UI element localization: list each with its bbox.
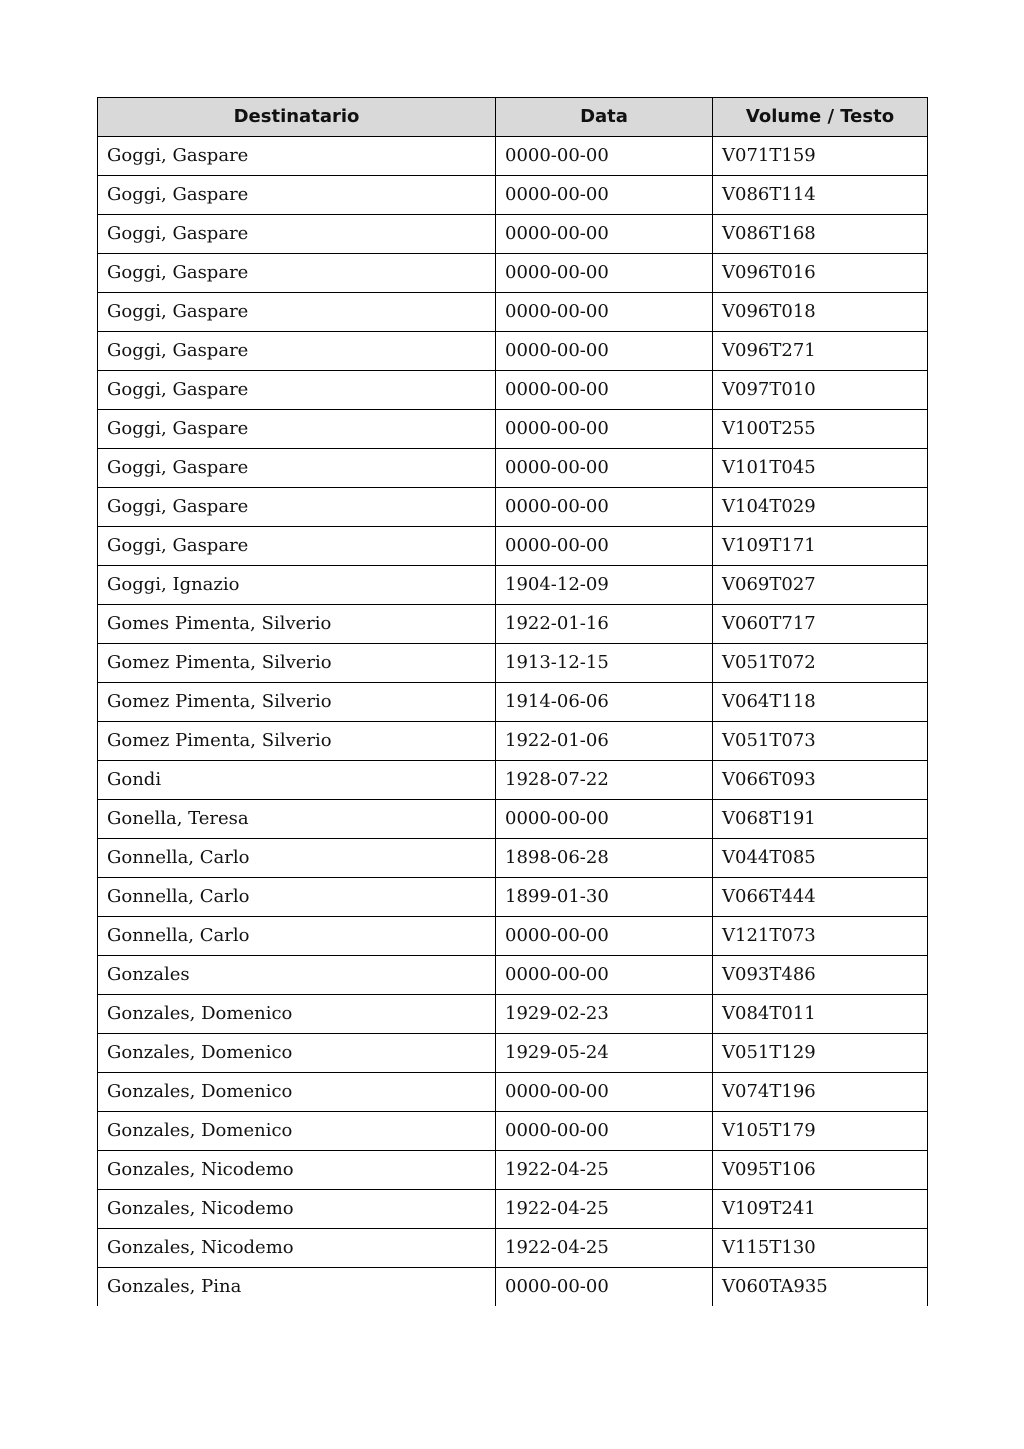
table-row [98,488,928,527]
table-row [98,1190,928,1229]
table-row [98,644,928,683]
cell-data: 0000-00-00 [496,254,713,293]
table-row [98,254,928,293]
cell-volume-testo: V066T444 [713,878,928,917]
cell-volume-testo: V115T130 [713,1229,928,1268]
cell-volume-testo: V096T271 [713,332,928,371]
cell-data: 0000-00-00 [496,800,713,839]
cell-destinatario: Gonnella, Carlo [98,917,496,956]
table-row [98,800,928,839]
cell-data: 1922-04-25 [496,1229,713,1268]
cell-destinatario: Gonzales, Domenico [98,1073,496,1112]
cell-volume-testo: V097T010 [713,371,928,410]
cell-destinatario: Gondi [98,761,496,800]
table-row [98,722,928,761]
cell-data: 1922-04-25 [496,1190,713,1229]
cell-destinatario: Gonzales, Pina [98,1268,496,1307]
cell-destinatario: Goggi, Gaspare [98,137,496,176]
cell-volume-testo: V121T073 [713,917,928,956]
header-volume-testo: Volume / Testo [713,98,928,137]
cell-destinatario: Gonzales, Domenico [98,1034,496,1073]
cell-volume-testo: V060T717 [713,605,928,644]
table-header-row [98,98,928,137]
cell-destinatario: Goggi, Gaspare [98,410,496,449]
cell-volume-testo: V051T073 [713,722,928,761]
cell-destinatario: Gomez Pimenta, Silverio [98,722,496,761]
cell-destinatario: Goggi, Gaspare [98,254,496,293]
cell-volume-testo: V051T072 [713,644,928,683]
cell-destinatario: Goggi, Gaspare [98,449,496,488]
cell-volume-testo: V044T085 [713,839,928,878]
cell-volume-testo: V060TA935 [713,1268,928,1307]
table-row [98,566,928,605]
cell-destinatario: Goggi, Gaspare [98,371,496,410]
cell-volume-testo: V084T011 [713,995,928,1034]
cell-data: 0000-00-00 [496,293,713,332]
table-row [98,605,928,644]
cell-volume-testo: V109T171 [713,527,928,566]
table-row [98,995,928,1034]
cell-volume-testo: V071T159 [713,137,928,176]
table-row [98,761,928,800]
cell-destinatario: Goggi, Gaspare [98,527,496,566]
cell-data: 1898-06-28 [496,839,713,878]
cell-destinatario: Gonzales [98,956,496,995]
cell-destinatario: Goggi, Gaspare [98,332,496,371]
table-row [98,1229,928,1268]
cell-data: 1904-12-09 [496,566,713,605]
table-row [98,956,928,995]
cell-data: 1929-02-23 [496,995,713,1034]
cell-data: 0000-00-00 [496,488,713,527]
cell-destinatario: Goggi, Gaspare [98,176,496,215]
letters-table [97,97,928,1306]
cell-volume-testo: V096T016 [713,254,928,293]
table-row [98,371,928,410]
cell-data: 0000-00-00 [496,215,713,254]
cell-destinatario: Gonnella, Carlo [98,839,496,878]
cell-destinatario: Gonzales, Nicodemo [98,1229,496,1268]
cell-destinatario: Gomez Pimenta, Silverio [98,683,496,722]
table-row [98,137,928,176]
cell-destinatario: Goggi, Gaspare [98,215,496,254]
cell-volume-testo: V096T018 [713,293,928,332]
cell-data: 1899-01-30 [496,878,713,917]
cell-volume-testo: V074T196 [713,1073,928,1112]
cell-volume-testo: V100T255 [713,410,928,449]
cell-destinatario: Gonzales, Domenico [98,995,496,1034]
cell-data: 1922-04-25 [496,1151,713,1190]
cell-data: 0000-00-00 [496,1112,713,1151]
cell-data: 0000-00-00 [496,176,713,215]
cell-destinatario: Gomez Pimenta, Silverio [98,644,496,683]
cell-data: 0000-00-00 [496,1073,713,1112]
cell-volume-testo: V069T027 [713,566,928,605]
table-body [98,137,928,1307]
cell-volume-testo: V104T029 [713,488,928,527]
table-row [98,176,928,215]
cell-volume-testo: V064T118 [713,683,928,722]
table-row [98,1034,928,1073]
cell-data: 1929-05-24 [496,1034,713,1073]
cell-volume-testo: V095T106 [713,1151,928,1190]
cell-data: 0000-00-00 [496,1268,713,1307]
table-row [98,1151,928,1190]
cell-destinatario: Gonella, Teresa [98,800,496,839]
table-row [98,293,928,332]
cell-data: 1922-01-16 [496,605,713,644]
cell-destinatario: Goggi, Gaspare [98,293,496,332]
table-row [98,332,928,371]
cell-data: 0000-00-00 [496,917,713,956]
cell-volume-testo: V086T114 [713,176,928,215]
cell-volume-testo: V086T168 [713,215,928,254]
cell-data: 0000-00-00 [496,956,713,995]
cell-data: 1914-06-06 [496,683,713,722]
table-row [98,1073,928,1112]
cell-destinatario: Gonzales, Nicodemo [98,1190,496,1229]
cell-destinatario: Goggi, Gaspare [98,488,496,527]
cell-volume-testo: V101T045 [713,449,928,488]
cell-destinatario: Gomes Pimenta, Silverio [98,605,496,644]
cell-destinatario: Goggi, Ignazio [98,566,496,605]
header-data: Data [496,98,713,137]
table-row [98,449,928,488]
cell-data: 0000-00-00 [496,410,713,449]
cell-data: 1913-12-15 [496,644,713,683]
cell-data: 0000-00-00 [496,137,713,176]
cell-data: 0000-00-00 [496,332,713,371]
table-row [98,215,928,254]
table-row [98,839,928,878]
cell-data: 0000-00-00 [496,449,713,488]
cell-data: 0000-00-00 [496,371,713,410]
cell-destinatario: Gonzales, Domenico [98,1112,496,1151]
cell-data: 1922-01-06 [496,722,713,761]
cell-volume-testo: V105T179 [713,1112,928,1151]
cell-destinatario: Gonzales, Nicodemo [98,1151,496,1190]
cell-data: 1928-07-22 [496,761,713,800]
cell-volume-testo: V093T486 [713,956,928,995]
table-row [98,683,928,722]
cell-volume-testo: V051T129 [713,1034,928,1073]
table-row [98,527,928,566]
cell-volume-testo: V066T093 [713,761,928,800]
table-row [98,1268,928,1307]
cell-data: 0000-00-00 [496,527,713,566]
cell-volume-testo: V068T191 [713,800,928,839]
table-row [98,917,928,956]
header-destinatario: Destinatario [98,98,496,137]
table-row [98,878,928,917]
cell-volume-testo: V109T241 [713,1190,928,1229]
table-row [98,1112,928,1151]
table-row [98,410,928,449]
cell-destinatario: Gonnella, Carlo [98,878,496,917]
